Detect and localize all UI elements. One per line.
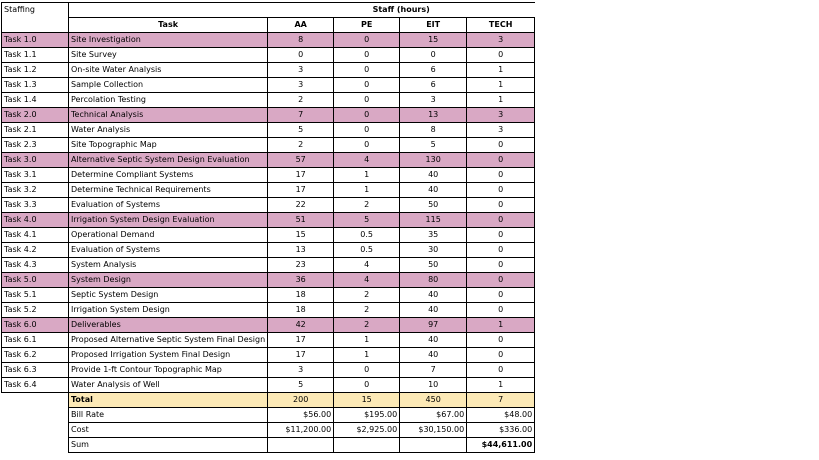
pe-hours: 5 <box>334 213 400 228</box>
tech-hours: 0 <box>467 138 535 153</box>
task-name: Technical Analysis <box>69 108 268 123</box>
table-row <box>2 258 535 273</box>
tech-hours: 0 <box>467 258 535 273</box>
task-name: Site Survey <box>69 48 268 63</box>
task-name: On-site Water Analysis <box>69 63 268 78</box>
sum-value: $44,611.00 <box>467 438 535 453</box>
aa-hours: 51 <box>268 213 334 228</box>
pe-hours: 0 <box>334 108 400 123</box>
task-id: Task 2.0 <box>2 108 69 123</box>
eit-hours: 40 <box>400 168 467 183</box>
task-id: Task 2.3 <box>2 138 69 153</box>
total-pe: 15 <box>334 393 400 408</box>
pe-hours: 1 <box>334 333 400 348</box>
cost-label: Cost <box>69 423 268 438</box>
pe-hours: 1 <box>334 348 400 363</box>
pe-hours: 4 <box>334 258 400 273</box>
pe-hours: 0.5 <box>334 243 400 258</box>
eit-hours: 13 <box>400 108 467 123</box>
task-id: Task 1.1 <box>2 48 69 63</box>
eit-hours: 97 <box>400 318 467 333</box>
eit-hours: 40 <box>400 348 467 363</box>
table-row <box>2 48 535 63</box>
eit-hours: 35 <box>400 228 467 243</box>
task-name: Percolation Testing <box>69 93 268 108</box>
aa-hours: 8 <box>268 33 334 48</box>
tech-hours: 0 <box>467 198 535 213</box>
task-id: Task 3.3 <box>2 198 69 213</box>
tech-hours: 0 <box>467 153 535 168</box>
eit-hours: 5 <box>400 138 467 153</box>
bill-rate-row <box>2 408 535 423</box>
aa-hours: 36 <box>268 273 334 288</box>
eit-hours: 80 <box>400 273 467 288</box>
pe-hours: 4 <box>334 273 400 288</box>
total-eit: 450 <box>400 393 467 408</box>
eit-hours: 30 <box>400 243 467 258</box>
eit-hours: 7 <box>400 363 467 378</box>
eit-hours: 8 <box>400 123 467 138</box>
tech-hours: 0 <box>467 363 535 378</box>
aa-hours: 3 <box>268 78 334 93</box>
total-tech: 7 <box>467 393 535 408</box>
staffing-label: Staffing <box>2 3 69 18</box>
task-id: Task 5.2 <box>2 303 69 318</box>
pe-hours: 0 <box>334 138 400 153</box>
table-row <box>2 303 535 318</box>
aa-hours: 3 <box>268 63 334 78</box>
aa-hours: 15 <box>268 228 334 243</box>
bill-rate-tech: $48.00 <box>467 408 535 423</box>
pe-hours: 2 <box>334 198 400 213</box>
table-row <box>2 273 535 288</box>
table-row <box>2 183 535 198</box>
tech-hours: 0 <box>467 213 535 228</box>
task-id: Task 1.2 <box>2 63 69 78</box>
aa-hours: 57 <box>268 153 334 168</box>
task-name: Deliverables <box>69 318 268 333</box>
eit-hours: 50 <box>400 258 467 273</box>
blank-header-cell <box>2 18 69 33</box>
task-name: Irrigation System Design <box>69 303 268 318</box>
table-row <box>2 63 535 78</box>
tech-hours: 0 <box>467 168 535 183</box>
table-row <box>2 78 535 93</box>
eit-hours: 130 <box>400 153 467 168</box>
task-name: Water Analysis <box>69 123 268 138</box>
task-id: Task 4.0 <box>2 213 69 228</box>
table-row <box>2 138 535 153</box>
pe-hours: 2 <box>334 288 400 303</box>
total-aa: 200 <box>268 393 334 408</box>
bill-rate-aa: $56.00 <box>268 408 334 423</box>
task-id: Task 6.4 <box>2 378 69 393</box>
task-name: Proposed Irrigation System Final Design <box>69 348 268 363</box>
task-name: Irrigation System Design Evaluation <box>69 213 268 228</box>
aa-hours: 22 <box>268 198 334 213</box>
table-row <box>2 123 535 138</box>
eit-hours: 40 <box>400 183 467 198</box>
tech-hours: 1 <box>467 63 535 78</box>
task-id: Task 4.2 <box>2 243 69 258</box>
table-row <box>2 228 535 243</box>
bill-rate-label: Bill Rate <box>69 408 268 423</box>
aa-hours: 17 <box>268 348 334 363</box>
task-name: Site Investigation <box>69 33 268 48</box>
task-id: Task 3.2 <box>2 183 69 198</box>
pe-hours: 1 <box>334 168 400 183</box>
total-label: Total <box>69 393 268 408</box>
aa-hours: 42 <box>268 318 334 333</box>
pe-hours: 0 <box>334 363 400 378</box>
aa-hours: 18 <box>268 288 334 303</box>
task-id: Task 4.3 <box>2 258 69 273</box>
table-row <box>2 363 535 378</box>
pe-hours: 0 <box>334 78 400 93</box>
tech-column-header: TECH <box>467 18 535 33</box>
eit-hours: 15 <box>400 33 467 48</box>
tech-hours: 0 <box>467 183 535 198</box>
task-name: Evaluation of Systems <box>69 243 268 258</box>
pe-hours: 2 <box>334 303 400 318</box>
task-name: Septic System Design <box>69 288 268 303</box>
pe-hours: 0 <box>334 33 400 48</box>
table-row <box>2 33 535 48</box>
pe-hours: 0 <box>334 378 400 393</box>
tech-hours: 0 <box>467 333 535 348</box>
table-row <box>2 108 535 123</box>
aa-column-header: AA <box>268 18 334 33</box>
eit-column-header: EIT <box>400 18 467 33</box>
tech-hours: 1 <box>467 378 535 393</box>
aa-hours: 18 <box>268 303 334 318</box>
task-column-header: Task <box>69 18 268 33</box>
table-row <box>2 378 535 393</box>
task-id: Task 6.3 <box>2 363 69 378</box>
header-row-2 <box>2 18 535 33</box>
tech-hours: 0 <box>467 273 535 288</box>
task-id: Task 1.3 <box>2 78 69 93</box>
task-name: Determine Compliant Systems <box>69 168 268 183</box>
task-id: Task 2.1 <box>2 123 69 138</box>
table-row <box>2 288 535 303</box>
task-name: Water Analysis of Well <box>69 378 268 393</box>
aa-hours: 13 <box>268 243 334 258</box>
cost-row <box>2 423 535 438</box>
tech-hours: 3 <box>467 108 535 123</box>
aa-hours: 0 <box>268 48 334 63</box>
tech-hours: 3 <box>467 123 535 138</box>
pe-hours: 0.5 <box>334 228 400 243</box>
task-id: Task 5.0 <box>2 273 69 288</box>
table-row <box>2 198 535 213</box>
table-row <box>2 243 535 258</box>
eit-hours: 6 <box>400 78 467 93</box>
aa-hours: 17 <box>268 183 334 198</box>
task-id: Task 1.0 <box>2 33 69 48</box>
sum-row <box>2 438 535 453</box>
tech-hours: 1 <box>467 78 535 93</box>
table-row <box>2 168 535 183</box>
blank-header-cell <box>69 3 268 18</box>
task-id: Task 5.1 <box>2 288 69 303</box>
cost-pe: $2,925.00 <box>334 423 400 438</box>
task-name: Determine Technical Requirements <box>69 183 268 198</box>
aa-hours: 5 <box>268 378 334 393</box>
task-id: Task 1.4 <box>2 93 69 108</box>
pe-hours: 0 <box>334 123 400 138</box>
aa-hours: 2 <box>268 138 334 153</box>
tech-hours: 1 <box>467 318 535 333</box>
tech-hours: 0 <box>467 243 535 258</box>
tech-hours: 0 <box>467 288 535 303</box>
eit-hours: 40 <box>400 288 467 303</box>
pe-hours: 4 <box>334 153 400 168</box>
tech-hours: 0 <box>467 303 535 318</box>
task-id: Task 3.0 <box>2 153 69 168</box>
table-row <box>2 333 535 348</box>
task-name: Evaluation of Systems <box>69 198 268 213</box>
bill-rate-eit: $67.00 <box>400 408 467 423</box>
task-name: Provide 1-ft Contour Topographic Map <box>69 363 268 378</box>
eit-hours: 50 <box>400 198 467 213</box>
eit-hours: 3 <box>400 93 467 108</box>
cost-aa: $11,200.00 <box>268 423 334 438</box>
pe-hours: 0 <box>334 63 400 78</box>
eit-hours: 6 <box>400 63 467 78</box>
task-name: Proposed Alternative Septic System Final Design <box>69 333 268 348</box>
task-id: Task 3.1 <box>2 168 69 183</box>
cost-eit: $30,150.00 <box>400 423 467 438</box>
staff-hours-header: Staff (hours) <box>268 3 535 18</box>
pe-hours: 0 <box>334 93 400 108</box>
eit-hours: 40 <box>400 303 467 318</box>
total-row <box>2 393 535 408</box>
table-row <box>2 318 535 333</box>
task-id: Task 4.1 <box>2 228 69 243</box>
tech-hours: 0 <box>467 228 535 243</box>
tech-hours: 0 <box>467 348 535 363</box>
task-name: Sample Collection <box>69 78 268 93</box>
task-id: Task 6.1 <box>2 333 69 348</box>
pe-hours: 0 <box>334 48 400 63</box>
pe-column-header: PE <box>334 18 400 33</box>
aa-hours: 23 <box>268 258 334 273</box>
table-row <box>2 93 535 108</box>
table-row <box>2 348 535 363</box>
staffing-table <box>1 2 535 453</box>
aa-hours: 5 <box>268 123 334 138</box>
eit-hours: 115 <box>400 213 467 228</box>
eit-hours: 40 <box>400 333 467 348</box>
table-row <box>2 153 535 168</box>
task-name: Alternative Septic System Design Evaluation <box>69 153 268 168</box>
aa-hours: 17 <box>268 333 334 348</box>
task-name: System Analysis <box>69 258 268 273</box>
aa-hours: 3 <box>268 363 334 378</box>
aa-hours: 2 <box>268 93 334 108</box>
tech-hours: 0 <box>467 48 535 63</box>
aa-hours: 7 <box>268 108 334 123</box>
tech-hours: 3 <box>467 33 535 48</box>
aa-hours: 17 <box>268 168 334 183</box>
task-id: Task 6.2 <box>2 348 69 363</box>
tech-hours: 1 <box>467 93 535 108</box>
pe-hours: 1 <box>334 183 400 198</box>
table-row <box>2 213 535 228</box>
eit-hours: 0 <box>400 48 467 63</box>
task-name: Operational Demand <box>69 228 268 243</box>
header-row-1 <box>2 3 535 18</box>
bill-rate-pe: $195.00 <box>334 408 400 423</box>
task-id: Task 6.0 <box>2 318 69 333</box>
task-name: System Design <box>69 273 268 288</box>
task-name: Site Topographic Map <box>69 138 268 153</box>
eit-hours: 10 <box>400 378 467 393</box>
cost-tech: $336.00 <box>467 423 535 438</box>
pe-hours: 2 <box>334 318 400 333</box>
sum-label: Sum <box>69 438 268 453</box>
